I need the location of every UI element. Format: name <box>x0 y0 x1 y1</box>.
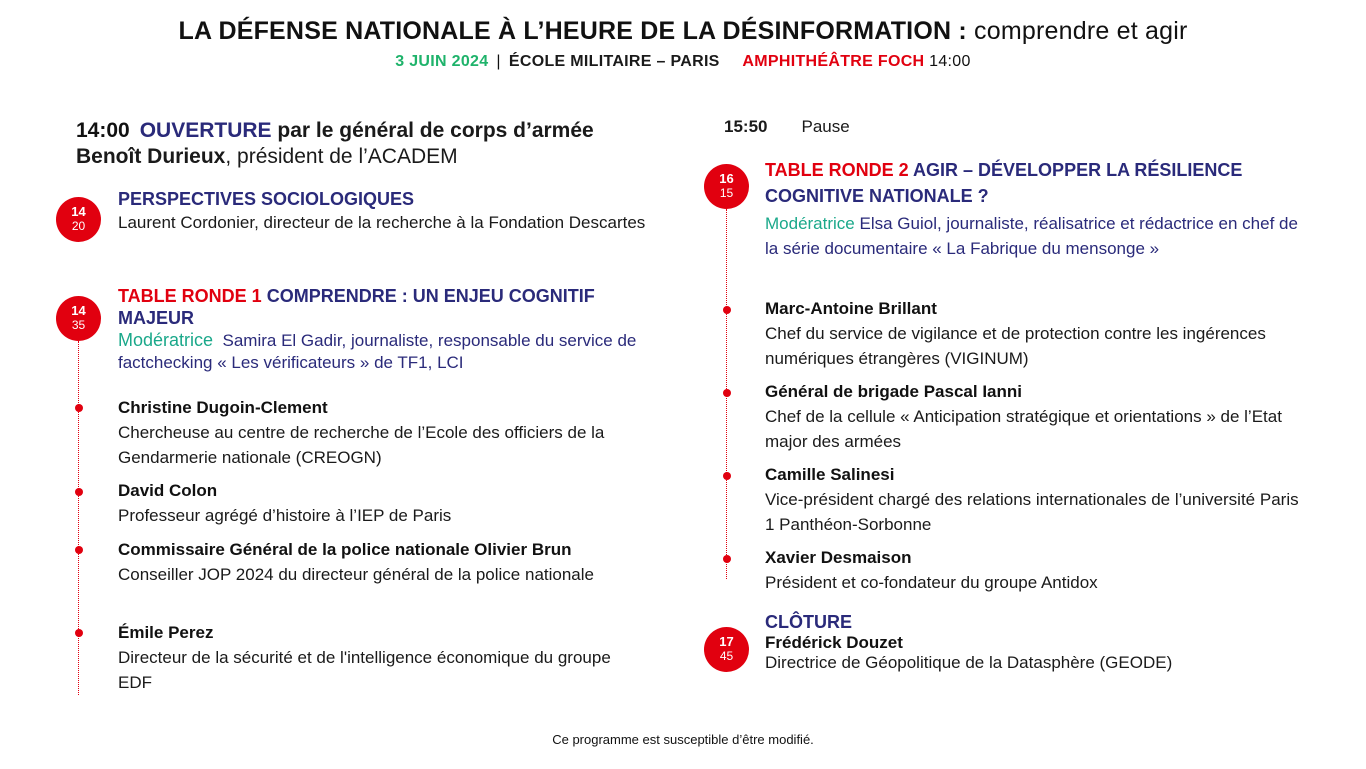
badge-minute: 35 <box>71 318 86 332</box>
pause-block <box>724 116 850 138</box>
speaker-item <box>765 545 1305 595</box>
speaker-name: David Colon <box>118 481 218 500</box>
speaker-role: Chef de la cellule « Anticipation stratégique et orientations » de l’Etat major des armées <box>765 407 1282 451</box>
opening-speaker: par le général de corps d’armée Benoît Durieux <box>76 119 594 168</box>
opening-role: , président de l’ACADEM <box>225 145 458 168</box>
perspectives-title: PERSPECTIVES SOCIOLOGIQUES <box>118 189 415 209</box>
timeline-dot <box>723 389 731 397</box>
timeline-line-left <box>78 341 79 695</box>
event-venue: ÉCOLE MILITAIRE – PARIS <box>508 53 720 70</box>
timeline-dot <box>75 629 83 637</box>
speaker-role: Professeur agrégé d’histoire à l’IEP de Paris <box>118 506 452 525</box>
perspectives-text: Laurent Cordonier, directeur de la recherche à la Fondation Descartes <box>118 213 646 232</box>
time-badge-1435 <box>56 296 101 341</box>
speaker-item <box>118 478 648 528</box>
speaker-role: Président et co-fondateur du groupe Antidox <box>765 573 1098 592</box>
table-ronde-2-title: AGIR – DÉVELOPPER LA RÉSILIENCE COGNITIVE NATIONALE ? <box>765 160 1243 206</box>
speaker-name: Xavier Desmaison <box>765 548 912 567</box>
separator: | <box>496 53 501 70</box>
event-time: 14:00 <box>929 53 971 70</box>
badge-minute: 20 <box>71 219 86 233</box>
speaker-item <box>118 620 648 695</box>
timeline-dot <box>723 472 731 480</box>
badge-hour: 14 <box>71 204 86 219</box>
speaker-name: Commissaire Général de la police nationale Olivier Brun <box>118 540 572 559</box>
badge-minute: 15 <box>719 186 734 200</box>
closing-title: CLÔTURE <box>765 612 852 632</box>
timeline-dot <box>75 404 83 412</box>
table-ronde-2-heading <box>765 157 1305 209</box>
moderator-text: Samira El Gadir, journaliste, responsable du service de factchecking « Les vérificateurs » de TF1, LCI <box>118 331 637 372</box>
speaker-item <box>765 296 1305 371</box>
badge-hour: 16 <box>719 171 734 186</box>
timeline-dot <box>75 488 83 496</box>
table-ronde-1-block <box>118 285 648 374</box>
moderator-label: Modératrice <box>765 214 855 233</box>
time-badge-1745 <box>704 627 749 672</box>
speaker-name: Émile Perez <box>118 623 214 642</box>
closing-speaker-role: Directrice de Géopolitique de la Datasphère (GEODE) <box>765 653 1173 672</box>
pause-time: 15:50 <box>724 117 768 136</box>
speaker-name: Christine Dugoin-Clement <box>118 398 328 417</box>
moderator-text: Elsa Guiol, journaliste, réalisatrice et rédactrice en chef de la série documentaire « La Fabrique du mensonge » <box>765 214 1298 258</box>
table-ronde-1-heading <box>118 285 648 329</box>
timeline-dot <box>723 306 731 314</box>
speaker-role: Chef du service de vigilance et de protection contre les ingérences numériques étrangères (VIGINUM) <box>765 324 1266 368</box>
footer-note: Ce programme est susceptible d’être modifié. <box>552 732 814 747</box>
time-badge-1615 <box>704 164 749 209</box>
table-ronde-1-label: TABLE RONDE 1 <box>118 286 262 306</box>
timeline-dot <box>75 546 83 554</box>
speaker-role: Directeur de la sécurité et de l'intelligence économique du groupe EDF <box>118 648 611 692</box>
table-ronde-2-label: TABLE RONDE 2 <box>765 160 909 180</box>
badge-minute: 45 <box>719 649 734 663</box>
speaker-item <box>765 379 1310 454</box>
table-ronde-1-moderator <box>118 329 648 374</box>
speaker-item <box>118 395 648 470</box>
speaker-role: Conseiller JOP 2024 du directeur général de la police nationale <box>118 565 594 584</box>
page-header <box>0 14 1366 74</box>
speaker-name: Marc-Antoine Brillant <box>765 299 937 318</box>
speaker-item <box>765 462 1305 537</box>
badge-hour: 14 <box>71 303 86 318</box>
event-date: 3 JUIN 2024 <box>395 53 489 70</box>
moderator-label: Modératrice <box>118 330 214 350</box>
page-title <box>0 14 1366 48</box>
time-badge-1420 <box>56 197 101 242</box>
title-sub: comprendre et agir <box>966 17 1188 45</box>
opening-block <box>76 118 636 170</box>
speaker-name: Camille Salinesi <box>765 465 895 484</box>
badge-hour: 17 <box>719 634 734 649</box>
speaker-role: Vice-président chargé des relations internationales de l’université Paris 1 Panthéon-Sorbonne <box>765 490 1299 534</box>
speaker-item <box>118 537 648 587</box>
pause-label: Pause <box>801 117 850 136</box>
speaker-name: Général de brigade Pascal Ianni <box>765 382 1022 401</box>
perspectives-block <box>118 188 658 235</box>
speaker-role: Chercheuse au centre de recherche de l’Ecole des officiers de la Gendarmerie nationale (CREOGN) <box>118 423 605 467</box>
table-ronde-2-block <box>765 157 1305 261</box>
opening-time: 14:00 <box>76 119 130 142</box>
closing-speaker-name: Frédérick Douzet <box>765 633 903 652</box>
event-info <box>0 50 1366 74</box>
opening-label: OUVERTURE <box>139 119 272 142</box>
closing-block <box>765 611 1305 673</box>
event-room: AMPHITHÉÂTRE FOCH <box>742 53 925 70</box>
table-ronde-1-title: COMPRENDRE : UN ENJEU COGNITIF MAJEUR <box>118 286 595 328</box>
title-main: LA DÉFENSE NATIONALE À L’HEURE DE LA DÉSINFORMATION : <box>178 17 967 45</box>
table-ronde-2-moderator <box>765 211 1305 261</box>
timeline-dot <box>723 555 731 563</box>
